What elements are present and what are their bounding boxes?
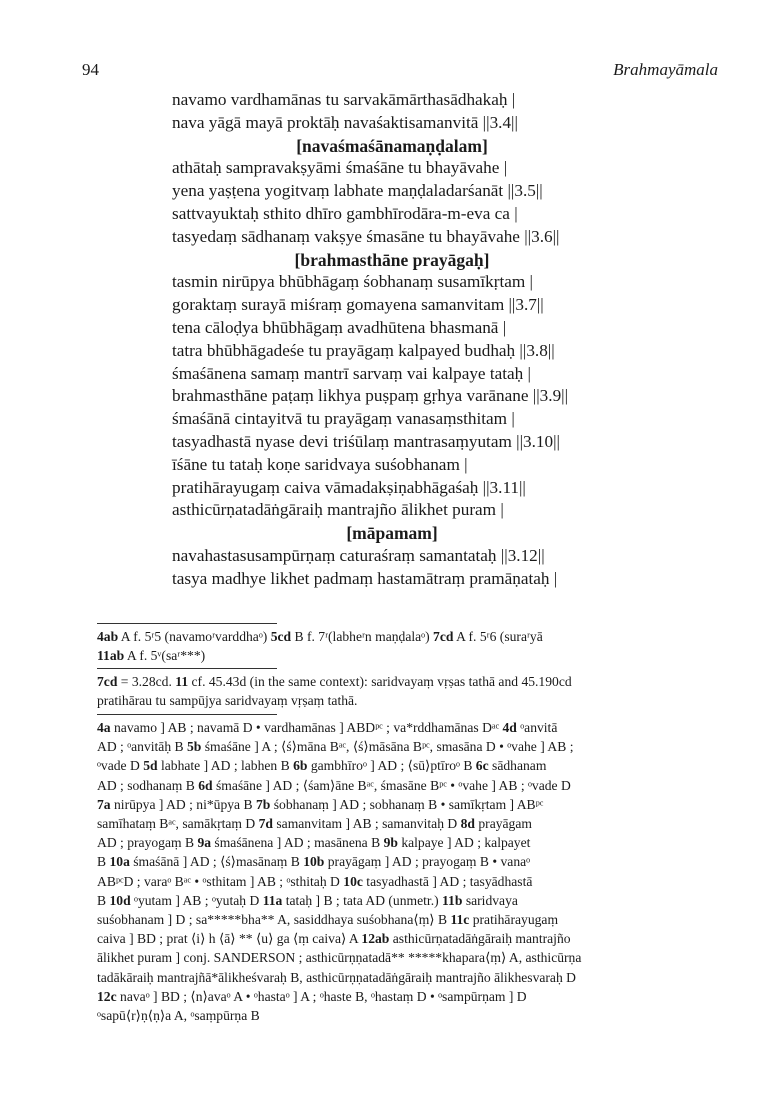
verse-line: tasyadhastā nyase devi triśūlaṃ mantrasaṃyutam ||3.10||: [172, 431, 560, 451]
verse-line: sattvayuktaḥ sthito dhīro gambhīrodāra-m-eva ca |: [172, 203, 518, 223]
footnote-divider: [97, 623, 277, 624]
footnote-line: samīhataṃ Bᵃᶜ, samākṛtaṃ D 7d samanvitam ] AB ; samanvitaḥ D 8d prayāgam: [97, 816, 532, 832]
footnote-line: pratihārau tu sampūjya saridvayaṃ vṛṣaṃ tathā.: [97, 693, 358, 709]
verse-line: tena cāloḍya bhūbhāgaṃ avadhūtena bhasmanā |: [172, 317, 507, 337]
section-heading: [māpamam]: [346, 523, 438, 544]
footnote-line: tadākāraiḥ mantrajñā*ālikheśvaraḥ B, asthicūrṇṇatadāṅgāraiḥ mantrajño ālikhesvaraḥ D: [97, 969, 576, 985]
footnote-line: B 10d ᵒyutam ] AB ; ᵒyutaḥ D 11a tataḥ ] B ; tata AD (unmetr.) 11b saridvaya: [97, 892, 518, 908]
verse-line: īśāne tu tataḥ koṇe saridvaya suśobhanam |: [172, 454, 468, 474]
footnote-line: 4ab A f. 5ʳ5 (navamoʳvarddhaᵒ) 5cd B f. 7ʳ(labheʳn maṇḍalaᵒ) 7cd A f. 5ʳ6 (suraʳyā: [97, 629, 543, 644]
footnote-line: 7a nirūpya ] AD ; ni*ūpya B 7b śobhanaṃ ] AD ; sobhanaṃ B • samīkṛtam ] ABᵖᶜ: [97, 796, 544, 812]
section-heading: [navaśmaśānamaṇḍalam]: [296, 135, 488, 156]
verse-line: athātaḥ sampravakṣyāmi śmaśāne tu bhayāvahe |: [172, 158, 508, 178]
verse-line: brahmasthāne paṭaṃ likhya puṣpaṃ gṛhya varānane ||3.9||: [172, 386, 569, 406]
verse-line: nava yāgā mayā proktāḥ navaśaktisamanvitā ||3.4||: [172, 112, 518, 132]
footnote-line: B 10a śmaśānā ] AD ; ⟨ś⟩masānaṃ B 10b prayāgaṃ ] AD ; prayogaṃ B • vanaᵒ: [97, 854, 531, 870]
footnote-line: 11ab A f. 5ᵛ(saʳ***): [97, 648, 206, 664]
verse-line: yena yaṣṭena yogitvaṃ labhate maṇḍaladarśanāt ||3.5||: [172, 181, 543, 201]
testimonia-notes: [97, 672, 777, 710]
footnote-line: AD ; prayogaṃ B 9a śmaśānena ] AD ; masānena B 9b kalpaye ] AD ; kalpayet: [97, 835, 531, 851]
footnote-line: caiva ] BD ; prat ⟨i⟩ h ⟨ā⟩ ** ⟨u⟩ ga ⟨ṃ caiva⟩ A 12ab asthicūrṇatadāṅgāraiḥ mantrajño: [97, 931, 571, 947]
section-heading: [brahmasthāne prayāgaḥ]: [294, 249, 490, 270]
verse-line: navahastasusampūrṇaṃ caturaśraṃ samantataḥ ||3.12||: [172, 545, 545, 565]
verse-line: tatra bhūbhāgadeśe tu prayāgaṃ kalpayed budhaḥ ||3.8||: [172, 340, 555, 360]
footnote-line: AD ; sodhanaṃ B 6d śmaśāne ] AD ; ⟨śam⟩āne Bᵃᶜ, śmasāne Bᵖᶜ • ᵒvahe ] AB ; ᵒvade D: [97, 777, 571, 793]
footnote-line: 12c navaᵒ ] BD ; ⟨n⟩avaᵒ A • ᵒhastaᵒ ] A ; ᵒhaste B, ᵒhastaṃ D • ᵒsampūrṇam ] D: [97, 988, 527, 1004]
footnote-line: ABᵖᶜD ; varaᵒ Bᵃᶜ • ᵒsthitam ] AB ; ᵒsthitaḥ D 10c tasyadhastā ] AD ; tasyādhastā: [97, 873, 533, 889]
footnote-line: ᵒsapū⟨r⟩ṇ⟨ṇ⟩a A, ᵒsaṃpūrṇa B: [97, 1008, 260, 1024]
footnote-line: ālikhet puram ] conj. SANDERSON ; asthicūrṇṇatadā** *****khapara⟨ṃ⟩ A, asthicūrṇa: [97, 950, 582, 966]
verse-line: śmaśānā cintayitvā tu prayāgaṃ vanasaṃsthitam |: [172, 409, 515, 429]
verse-line: asthicūrṇatadāṅgāraiḥ mantrajño ālikhet puram |: [172, 500, 504, 520]
folio-notes: [97, 627, 777, 665]
verse-text: [172, 89, 712, 591]
footnote-line: ᵒvade D 5d labhate ] AD ; labhen B 6b gambhīroᵒ ] AD ; ⟨sū⟩ptīroᵒ B 6c sādhanam: [97, 758, 547, 774]
verse-line: śmaśānena samaṃ mantrī sarvaṃ vai kalpaye tataḥ |: [172, 363, 531, 383]
footnote-line: 7cd = 3.28cd. 11 cf. 45.43d (in the same context): saridvayaṃ vṛṣas tathā and 45.190cd: [97, 674, 572, 689]
running-title: Brahmayāmala: [613, 60, 718, 79]
apparatus-notes: [97, 718, 777, 1025]
verse-line: tasyedaṃ sādhanaṃ vakṣye śmasāne tu bhayāvahe ||3.6||: [172, 226, 560, 246]
footnote-line: suśobhanam ] D ; sa*****bha** A, sasiddhaya suśobhana⟨ṃ⟩ B 11c pratihārayugaṃ: [97, 912, 559, 928]
page-number: 94: [82, 60, 99, 79]
footnote-divider: [97, 668, 277, 669]
verse-line: pratihārayugaṃ caiva vāmadakṣiṇabhāgaśaḥ ||3.11||: [172, 477, 526, 497]
verse-line: tasya madhye likhet padmaṃ hastamātraṃ pramāṇataḥ |: [172, 568, 558, 588]
verse-line: navamo vardhamānas tu sarvakāmārthasādhakaḥ |: [172, 90, 516, 109]
verse-line: tasmin nirūpya bhūbhāgaṃ śobhanaṃ susamīkṛtam |: [172, 272, 533, 292]
footnote-line: AD ; ᵒanvitāḥ B 5b śmaśāne ] A ; ⟨ś⟩māna Bᵃᶜ, ⟨ś⟩māsāna Bᵖᶜ, smasāna D • ᵒvahe ] AB ;: [97, 739, 574, 755]
footnote-divider: [97, 714, 277, 715]
verse-line: goraktaṃ surayā miśraṃ gomayena samanvitam ||3.7||: [172, 295, 544, 315]
footnote-line: 4a navamo ] AB ; navamā D • vardhamānas ] ABDᵖᶜ ; va*rddhamānas Dᵃᶜ 4d ᵒanvitā: [97, 720, 558, 735]
